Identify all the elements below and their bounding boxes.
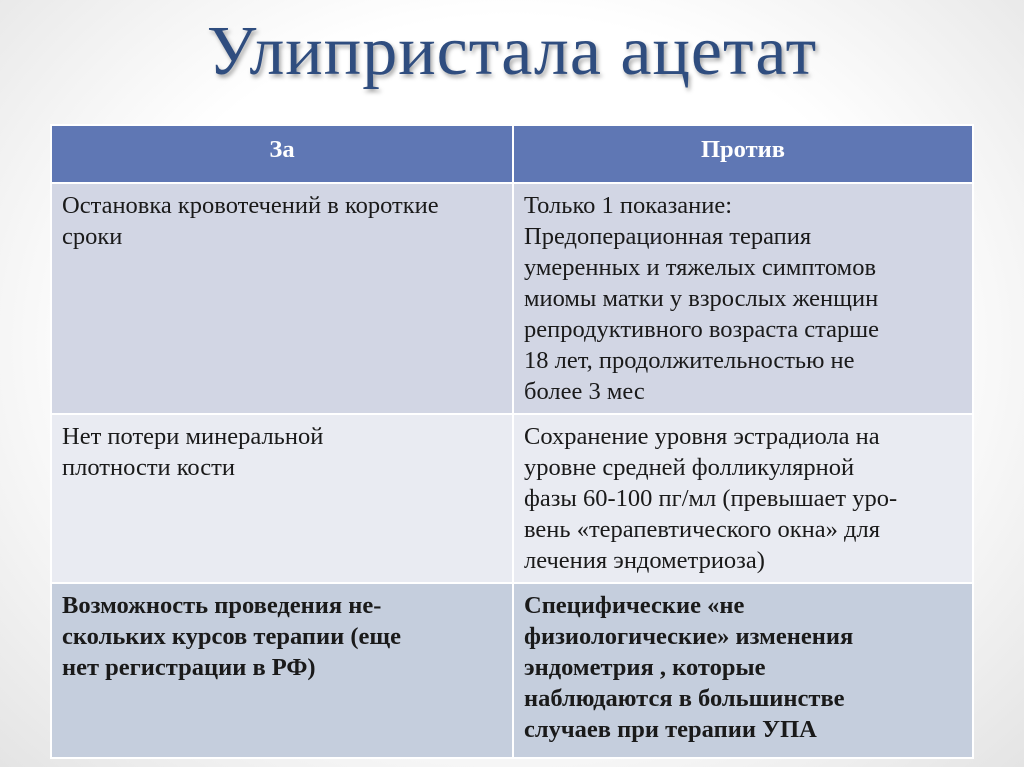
pro-cell [51, 183, 513, 414]
cell-text-line: более 3 мес [524, 378, 645, 405]
con-cell [513, 414, 973, 583]
pro-cell [51, 583, 513, 758]
cell-text-line: репродуктивного возраста старше [524, 316, 879, 343]
cell-text-line: физиологические» изменения [524, 623, 854, 650]
cell-text-line: Предоперационная терапия [524, 223, 812, 250]
cell-text-line: сроки [62, 223, 123, 250]
cell-text-line: лечения эндометриоза) [524, 547, 765, 574]
table-row [51, 414, 973, 583]
pros-cons-table [50, 124, 974, 759]
cell-text-line: скольких курсов терапии (еще [62, 623, 401, 650]
cell-text-line: наблюдаются в большинстве [524, 685, 845, 712]
con-cell [513, 583, 973, 758]
table-header-row [51, 125, 973, 183]
cell-text-line: фазы 60-100 пг/мл (превышает уро- [524, 485, 898, 512]
header-con: Против [513, 125, 973, 183]
pro-cell [51, 414, 513, 583]
table-row [51, 583, 973, 758]
cell-text-line: миомы матки у взрослых женщин [524, 285, 879, 312]
header-pro: За [51, 125, 513, 183]
con-cell [513, 183, 973, 414]
cell-text-line: Нет потери минеральной [62, 423, 324, 450]
cell-text-line: нет регистрации в РФ) [62, 654, 316, 681]
cell-text-line: Специфические «не [524, 592, 745, 619]
cell-text-line: Только 1 показание: [524, 192, 733, 219]
cell-text-line: 18 лет, продолжительностью не [524, 347, 855, 374]
cell-text-line: случаев при терапии УПА [524, 716, 817, 743]
cell-text-line: Возможность проведения не- [62, 592, 382, 619]
cell-text-line: плотности кости [62, 454, 235, 481]
cell-text-line: эндометрия , которые [524, 654, 766, 681]
cell-text-line: уровне средней фолликулярной [524, 454, 855, 481]
slide-title: Улипристала ацетат [206, 13, 818, 90]
cell-text-line: Остановка кровотечений в короткие [62, 192, 439, 219]
cell-text-line: умеренных и тяжелых симптомов [524, 254, 877, 281]
cell-text-line: вень «терапевтического окна» для [524, 516, 880, 543]
cell-text-line: Сохранение уровня эстрадиола на [524, 423, 880, 450]
table-row [51, 183, 973, 414]
